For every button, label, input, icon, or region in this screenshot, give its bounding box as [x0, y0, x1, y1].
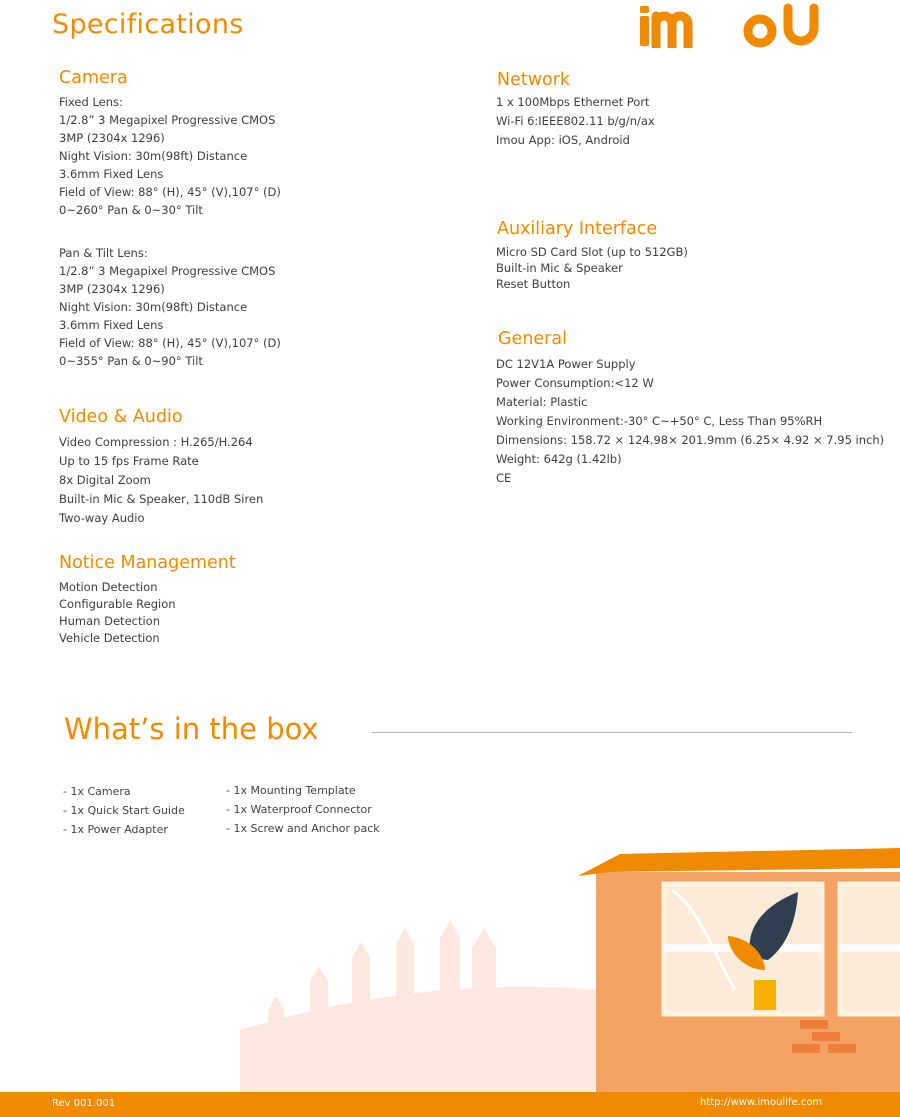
spec-line: Reset Button — [496, 277, 571, 291]
box-item: - 1x Waterproof Connector — [226, 803, 372, 816]
spec-line: 3MP (2304x 1296) — [59, 131, 165, 145]
brand-logo — [638, 2, 828, 52]
spec-line: Vehicle Detection — [59, 631, 160, 645]
spec-line: Field of View: 88° (H), 45° (V),107° (D) — [59, 185, 281, 199]
spec-line: Human Detection — [59, 614, 160, 628]
notice-management-specs — [59, 579, 176, 647]
spec-line: Working Environment:-30° C~+50° C, Less Than 95%RH — [496, 414, 823, 428]
spec-line: Motion Detection — [59, 580, 158, 594]
video-audio-specs — [59, 433, 263, 528]
spec-line: Video Compression : H.265/H.264 — [59, 435, 253, 449]
spec-line: 3.6mm Fixed Lens — [59, 167, 164, 181]
spec-line: Two-way Audio — [59, 511, 145, 525]
spec-line: 0~260° Pan & 0~30° Tilt — [59, 203, 203, 217]
spec-line: Dimensions: 158.72 × 124.98× 201.9mm (6.25× 4.92 × 7.95 inch) — [496, 433, 885, 447]
spec-line: Up to 15 fps Frame Rate — [59, 454, 199, 468]
spec-line: 1/2.8” 3 Megapixel Progressive CMOS — [59, 264, 276, 278]
spec-line: 3MP (2304x 1296) — [59, 282, 165, 296]
fence-graphic — [240, 920, 600, 1092]
spec-line: Power Consumption:<12 W — [496, 376, 654, 390]
spec-line: DC 12V1A Power Supply — [496, 357, 636, 371]
network-heading: Network — [497, 70, 571, 90]
notice-management-heading: Notice Management — [59, 553, 236, 573]
spec-line: 8x Digital Zoom — [59, 473, 151, 487]
house-illustration — [0, 840, 900, 1096]
box-item: - 1x Mounting Template — [226, 784, 356, 797]
footer-bar — [0, 1092, 900, 1117]
spec-line: Material: Plastic — [496, 395, 588, 409]
revision-label: Rev 001.001 — [52, 1098, 116, 1109]
spec-line: Pan & Tilt Lens: — [59, 246, 148, 260]
auxiliary-interface-specs — [496, 244, 688, 292]
auxiliary-interface-heading: Auxiliary Interface — [497, 219, 658, 239]
spec-line: Weight: 642g (1.42lb) — [496, 452, 622, 466]
spec-line: Night Vision: 30m(98ft) Distance — [59, 149, 248, 163]
camera-pan-tilt-lens-specs — [59, 244, 281, 370]
box-item: - 1x Camera — [63, 785, 131, 798]
page-title: Specifications — [52, 9, 244, 40]
spec-line: Wi-Fi 6:IEEE802.11 b/g/n/ax — [496, 114, 655, 128]
box-contents-left — [63, 782, 185, 839]
box-item: - 1x Quick Start Guide — [63, 804, 185, 817]
camera-heading: Camera — [59, 68, 128, 88]
spec-line: Configurable Region — [59, 597, 176, 611]
spec-line: Built-in Mic & Speaker, 110dB Siren — [59, 492, 264, 506]
spec-line: 0~355° Pan & 0~90° Tilt — [59, 354, 203, 368]
section-divider — [372, 732, 852, 733]
general-heading: General — [498, 329, 567, 349]
video-audio-heading: Video & Audio — [59, 407, 183, 427]
camera-fixed-lens-specs — [59, 93, 281, 219]
website-link[interactable]: http://www.imoulife.com — [700, 1097, 823, 1108]
spec-line: Field of View: 88° (H), 45° (V),107° (D) — [59, 336, 281, 350]
general-specs — [496, 355, 884, 488]
spec-line: Micro SD Card Slot (up to 512GB) — [496, 245, 688, 259]
spec-line: Built-in Mic & Speaker — [496, 261, 623, 275]
whats-in-the-box-title: What’s in the box — [64, 712, 319, 746]
spec-line: Fixed Lens: — [59, 95, 123, 109]
spec-line: Night Vision: 30m(98ft) Distance — [59, 300, 248, 314]
spec-line: 1 x 100Mbps Ethernet Port — [496, 95, 650, 109]
spec-line: 3.6mm Fixed Lens — [59, 318, 164, 332]
box-contents-right — [226, 781, 380, 838]
network-specs — [496, 93, 655, 150]
spec-line: CE — [496, 471, 512, 485]
box-item: - 1x Screw and Anchor pack — [226, 822, 380, 835]
spec-line: Imou App: iOS, Android — [496, 133, 630, 147]
spec-line: 1/2.8” 3 Megapixel Progressive CMOS — [59, 113, 276, 127]
box-item: - 1x Power Adapter — [63, 823, 168, 836]
